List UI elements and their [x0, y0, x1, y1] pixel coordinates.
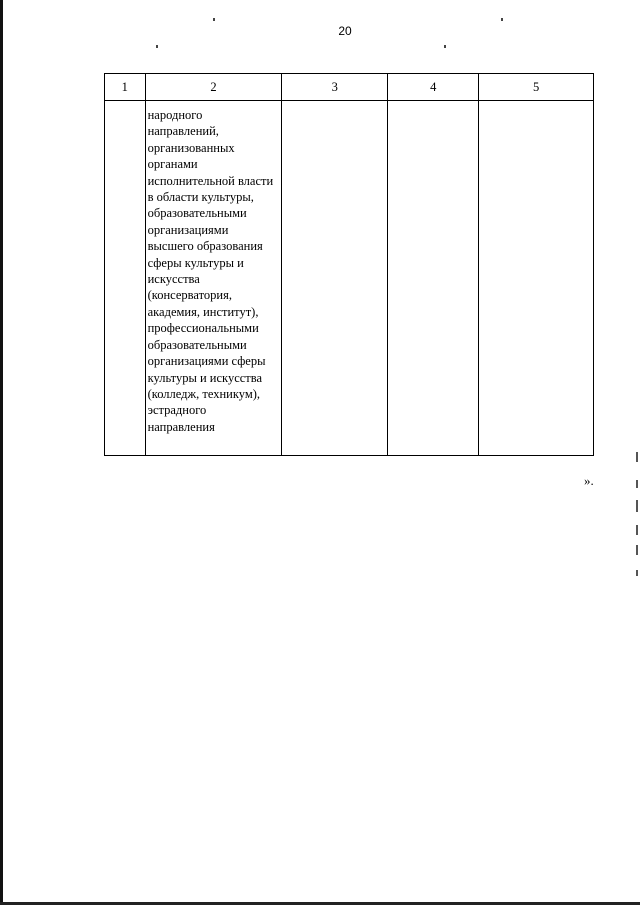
- scan-speck: [636, 545, 638, 555]
- scan-speck: [444, 45, 446, 48]
- scan-speck: [213, 18, 215, 21]
- cell-text: [388, 101, 478, 107]
- cell-text: народного направлений, организованных органами исполнительной власти в области культуры, образовательными организациями высшего образования сферы культуры и искусства (консерватория, академия, институт), профессиональными образовательными организациями сферы культуры и искусства (колледж, техникум), эстрадного направления: [147, 108, 274, 434]
- table-header-row: [105, 74, 594, 101]
- column-header-2: 2: [145, 74, 282, 101]
- table-cell-col-1: [105, 101, 146, 456]
- cell-text: [282, 101, 387, 107]
- table-cell-col-3: [282, 101, 388, 456]
- table-row: [105, 101, 594, 456]
- page-left-border: [0, 0, 3, 905]
- column-header-3: 3: [282, 74, 388, 101]
- scan-speck: [501, 18, 503, 21]
- column-header-5: 5: [479, 74, 594, 101]
- cell-text: [479, 101, 593, 107]
- closing-quote: ».: [584, 473, 594, 488]
- cell-text: [105, 101, 145, 107]
- scan-speck: [636, 452, 638, 462]
- scan-speck: [636, 500, 638, 512]
- table-cell-col-4: [388, 101, 479, 456]
- scan-speck: [636, 525, 638, 535]
- scan-speck: [156, 45, 158, 48]
- scan-speck: [636, 570, 638, 576]
- document-table: [104, 73, 594, 456]
- column-header-1: 1: [105, 74, 146, 101]
- table-cell-col-2: [145, 101, 282, 456]
- column-header-4: 4: [388, 74, 479, 101]
- table-cell-col-5: [479, 101, 594, 456]
- page-number: 20: [338, 24, 352, 38]
- scan-speck: [636, 480, 638, 488]
